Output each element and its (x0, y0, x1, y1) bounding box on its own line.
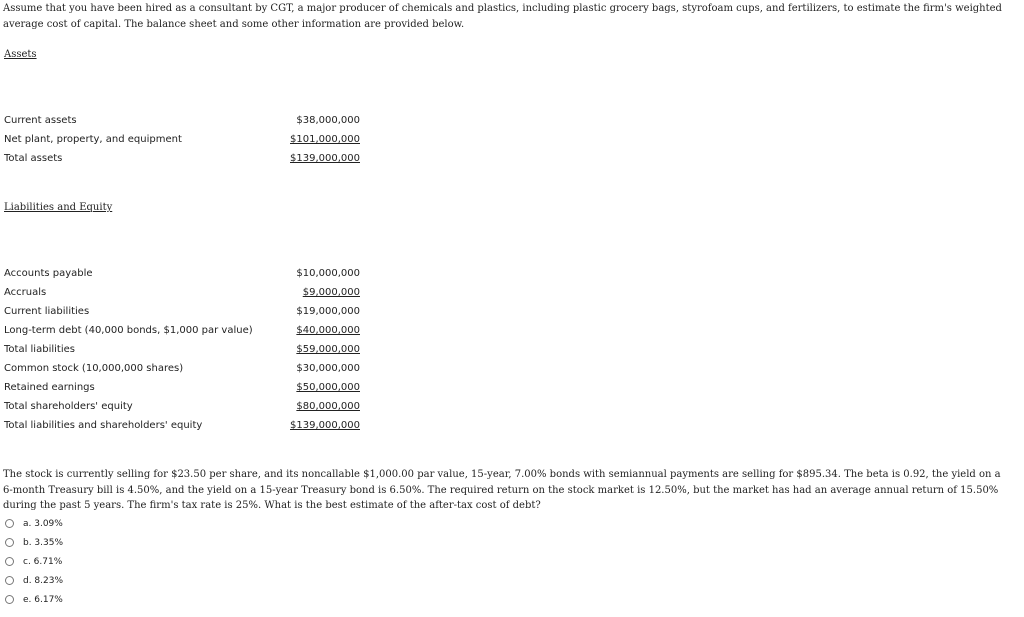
option-e[interactable] (5, 590, 63, 609)
row-label: Total shareholders' equity (4, 401, 133, 412)
row-label: Long-term debt (40,000 bonds, $1,000 par value) (4, 325, 253, 336)
radio-button[interactable] (5, 538, 14, 547)
table-row (4, 111, 360, 130)
row-value: $139,000,000 (290, 153, 360, 164)
table-row (4, 378, 360, 397)
option-d[interactable] (5, 571, 63, 590)
row-value: $80,000,000 (296, 401, 360, 412)
row-value: $30,000,000 (296, 363, 360, 374)
row-value: $59,000,000 (296, 344, 360, 355)
table-row (4, 149, 360, 168)
table-row (4, 340, 360, 359)
row-label: Net plant, property, and equipment (4, 134, 182, 145)
intro-paragraph: Assume that you have been hired as a consultant by CGT, a major producer of chemicals and plastics, including plastic grocery bags, styrofoam cups, and fertilizers, to estimate the firm's weighted average cost of capital. The balance sheet and some other information are provided below. (3, 3, 1002, 30)
table-row (4, 397, 360, 416)
row-label: Total liabilities (4, 344, 75, 355)
table-row (4, 321, 360, 340)
row-value: $10,000,000 (296, 268, 360, 279)
option-c[interactable] (5, 552, 63, 571)
assets-heading: Assets (4, 49, 37, 60)
table-row (4, 302, 360, 321)
row-label: Total liabilities and shareholders' equity (4, 420, 203, 431)
table-row (4, 283, 360, 302)
table-row (4, 359, 360, 378)
row-value: $38,000,000 (296, 115, 360, 126)
row-value: $9,000,000 (302, 287, 360, 298)
liabilities-table (4, 264, 360, 435)
liabilities-heading: Liabilities and Equity (4, 202, 113, 213)
row-value: $19,000,000 (296, 306, 360, 317)
radio-button[interactable] (5, 595, 14, 604)
option-label: a. 3.09% (23, 518, 63, 529)
row-value: $101,000,000 (290, 134, 360, 145)
row-label: Current assets (4, 115, 77, 126)
row-value: $50,000,000 (296, 382, 360, 393)
assets-table (4, 111, 360, 168)
row-label: Retained earnings (4, 382, 95, 393)
row-label: Common stock (10,000,000 shares) (4, 363, 184, 374)
option-label: e. 6.17% (23, 594, 63, 605)
row-label: Accounts payable (4, 268, 93, 279)
option-label: c. 6.71% (23, 556, 63, 567)
answer-options (5, 514, 63, 609)
row-value: $139,000,000 (290, 420, 360, 431)
option-a[interactable] (5, 514, 63, 533)
table-row (4, 416, 360, 435)
radio-button[interactable] (5, 519, 14, 528)
radio-button[interactable] (5, 557, 14, 566)
radio-button[interactable] (5, 576, 14, 585)
row-value: $40,000,000 (296, 325, 360, 336)
option-label: d. 8.23% (23, 575, 64, 586)
option-label: b. 3.35% (23, 537, 64, 548)
table-row (4, 130, 360, 149)
row-label: Current liabilities (4, 306, 90, 317)
question-text: The stock is currently selling for $23.50 per share, and its noncallable $1,000.00 par value, 15-year, 7.00% bonds with semiannual payments are selling for $895.34. The beta is 0.92, the yield on a 6-month Treasury bill is 4.50%, and the yield on a 15-year Treasury bond is 6.50%. The required return on the stock market is 12.50%, but the market has had an average annual return of 15.50% during the past 5 years. The firm's tax rate is 25%. What is the best estimate of the after-tax cost of debt? (3, 469, 1001, 511)
option-b[interactable] (5, 533, 63, 552)
row-label: Total assets (4, 153, 63, 164)
table-row (4, 264, 360, 283)
row-label: Accruals (4, 287, 47, 298)
